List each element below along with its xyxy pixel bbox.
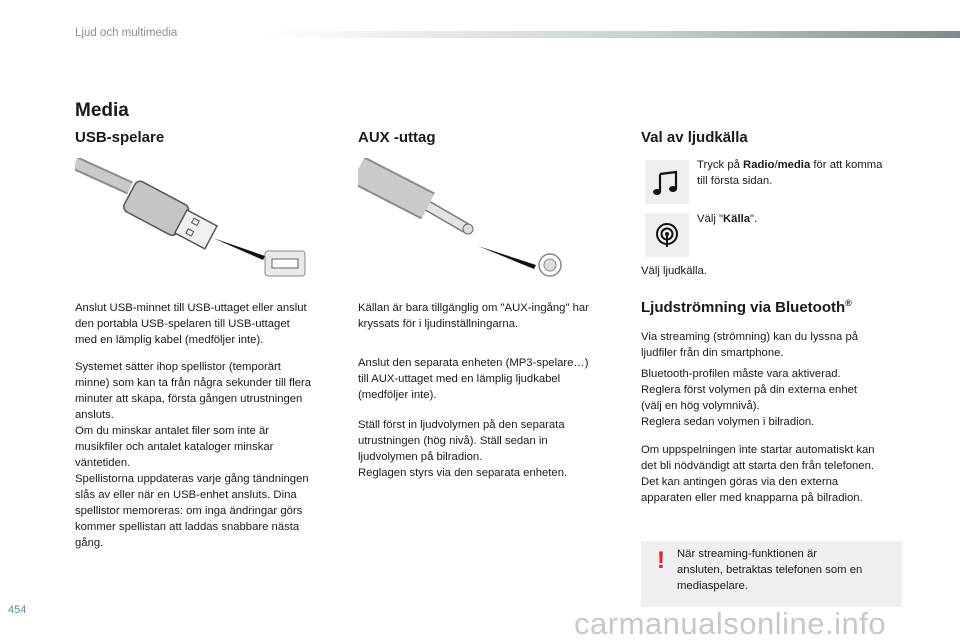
source-heading: Val av ljudkälla (641, 129, 748, 146)
bluetooth-heading: Ljudströmning via Bluetooth® (641, 298, 852, 316)
note-box (641, 541, 902, 607)
note-text: När streaming-funktionen är ansluten, betraktas telefonen som en mediaspelare. (677, 548, 863, 592)
aux-paragraph-2: Anslut den separata enheten (MP3-spelare…) till AUX-uttaget med en lämplig ljudkabel (medföljer inte). (358, 357, 589, 401)
bluetooth-paragraph-1: Via streaming (strömning) kan du lyssna på ljudfiler från din smartphone. (641, 331, 859, 359)
aux-jack-illustration (358, 158, 573, 283)
usb-paragraph-1: Anslut USB-minnet till USB-uttaget eller anslut den portabla USB-spelaren till USB-uttaget med en lämplig kabel (medföljer inte). (75, 302, 307, 346)
header-bar (265, 31, 960, 38)
warning-icon: ! (657, 547, 665, 574)
usb-plug-illustration (75, 158, 310, 283)
source-antenna-icon (645, 213, 689, 257)
aux-heading: AUX -uttag (358, 129, 436, 146)
bluetooth-paragraph-3: Om uppspelningen inte startar automatiskt kan det bli nödvändigt att starta den från telefonen. Det kan antingen göras via den externa apparaten eller med knapparna på bilradion. (641, 444, 875, 504)
usb-paragraph-2: Systemet sätter ihop spellistor (temporärt minne) som kan ta från några sekunder till flera minuter att skapa, första gången utrustningen ansluts. Om du minskar antalet filer som inte är musikfiler och antalet kataloger minskar väntetiden. Spellistorna uppdateras varje gång tändningen slås av eller när en USB-enhet ansluts. Dina spellistor memoreras: om inga ändringar görs kommer spellistan att laddas snabbare nästa gång. (75, 361, 312, 549)
source-step-1: Tryck på Radio/media för att komma till första sidan. (697, 159, 883, 187)
bluetooth-paragraph-2: Bluetooth-profilen måste vara aktiverad. Reglera först volymen på din externa enhet (välj en hög volymnivå). Reglera sedan volymen i bilradion. (641, 368, 858, 428)
source-final-step: Välj ljudkälla. (641, 265, 707, 277)
section-header: Ljud och multimedia (75, 27, 178, 39)
usb-heading: USB-spelare (75, 129, 165, 146)
page-number: 454 (8, 604, 27, 616)
page-title: Media (75, 100, 129, 121)
aux-paragraph-1: Källan är bara tillgänglig om "AUX-ingång" har kryssats för i ljudinställningarna. (358, 302, 589, 330)
watermark: carmanualsonline.info (574, 606, 887, 640)
aux-paragraph-3: Ställ först in ljudvolymen på den separata utrustningen (hög nivå). Ställ sedan in ljudvolymen på bilradion. Reglagen styrs via den separata enheten. (358, 419, 568, 479)
music-note-icon (645, 160, 689, 204)
source-step-2: Välj "Källa". (697, 213, 758, 225)
